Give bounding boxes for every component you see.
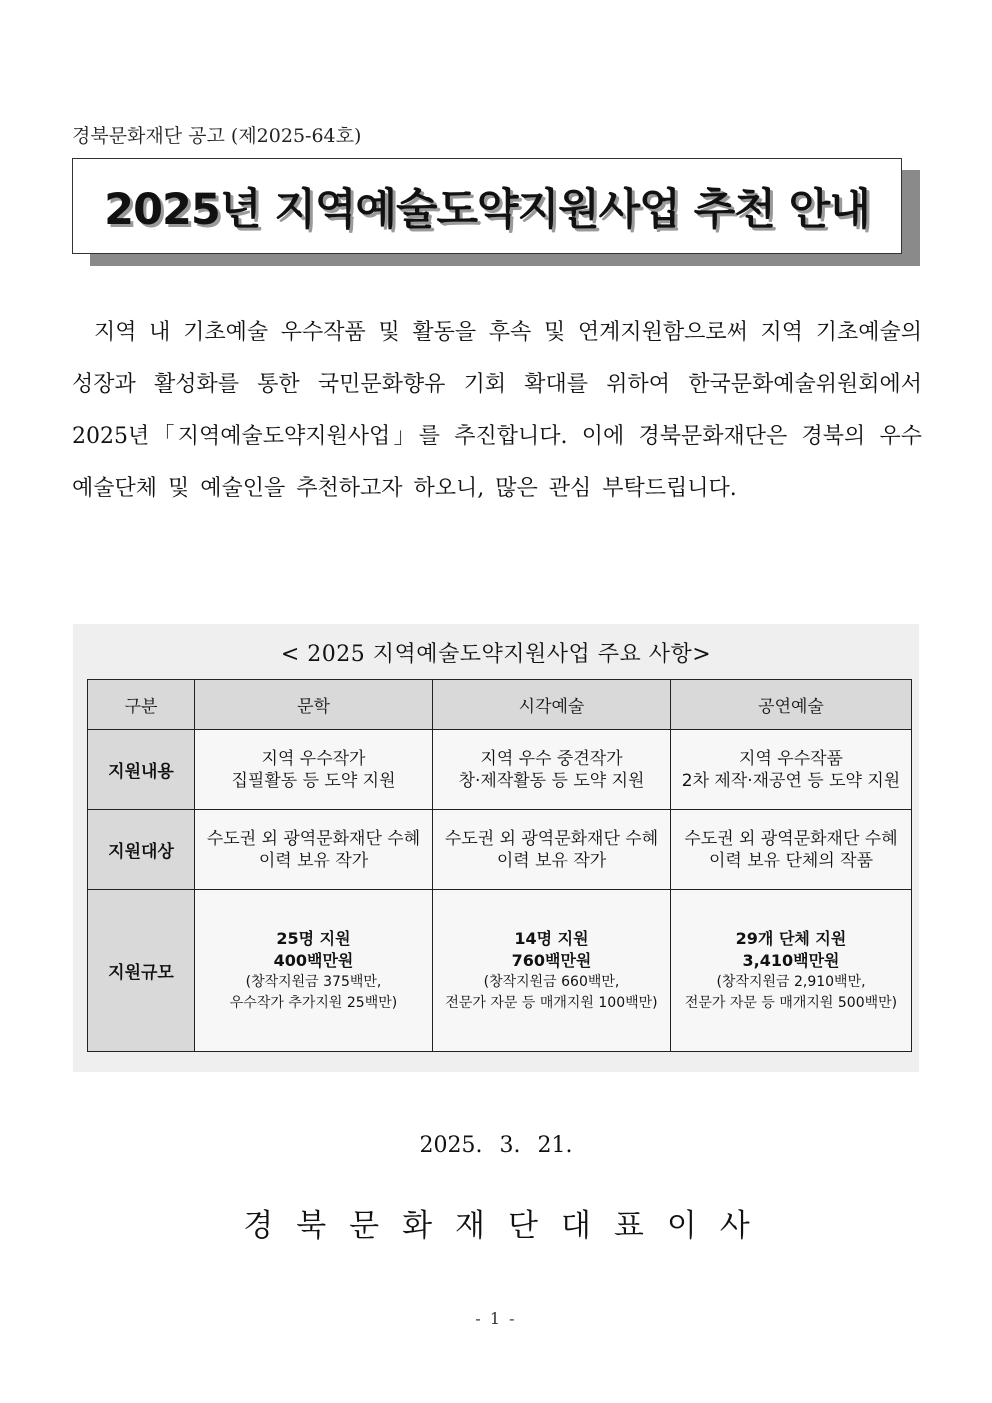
scale-count: 29개 단체 지원 <box>735 928 847 948</box>
signer-name: 경북문화재단대표이사 <box>243 1208 773 1244</box>
cell-line: 집필활동 등 도약 지원 <box>231 770 396 791</box>
cell-line: 이력 보유 단체의 작품 <box>708 850 873 871</box>
header-performing-arts: 공연예술 <box>671 680 912 730</box>
notice-number: 경북문화재단 공고 (제2025-64호) <box>72 125 362 147</box>
cell-visual-content <box>433 730 671 810</box>
cell-line: 창·제작활동 등 도약 지원 <box>458 770 645 791</box>
scale-count: 25명 지원 <box>276 928 351 948</box>
cell-visual-eligibility <box>433 810 671 890</box>
scale-note: (창작지원금 660백만, <box>483 973 620 990</box>
scale-amount: 760백만원 <box>511 950 592 970</box>
table-row-eligibility <box>88 810 912 890</box>
table-header-row <box>88 680 912 730</box>
scale-note: (창작지원금 375백만, <box>245 973 382 990</box>
cell-performing-eligibility <box>671 810 912 890</box>
cell-line: 수도권 외 광역문화재단 수혜 <box>444 828 659 849</box>
cell-line: 지역 우수작품 <box>739 748 843 769</box>
cell-literature-content <box>195 730 433 810</box>
header-visual-arts: 시각예술 <box>433 680 671 730</box>
cell-line: 지역 우수 중견작가 <box>480 748 623 769</box>
scale-note: (창작지원금 2,910백만, <box>716 973 866 990</box>
cell-literature-eligibility <box>195 810 433 890</box>
cell-line: 지역 우수작가 <box>261 748 366 769</box>
row-label-eligibility: 지원대상 <box>88 810 195 890</box>
scale-amount: 400백만원 <box>273 950 354 970</box>
summary-table <box>87 679 912 1052</box>
cell-line: 이력 보유 작가 <box>258 850 369 871</box>
cell-performing-content <box>671 730 912 810</box>
header-category: 구분 <box>88 680 195 730</box>
summary-heading: < 2025 지역예술도약지원사업 주요 사항> <box>280 642 712 667</box>
title-box <box>72 158 902 254</box>
cell-visual-scale <box>433 890 671 1052</box>
scale-amount: 3,410백만원 <box>742 950 840 970</box>
intro-paragraph <box>72 307 922 515</box>
table-row-support-content <box>88 730 912 810</box>
cell-line: 수도권 외 광역문화재단 수혜 <box>206 828 421 849</box>
page-number: - 1 - <box>475 1309 517 1328</box>
table-row-scale <box>88 890 912 1052</box>
notice-date: 2025. 3. 21. <box>419 1133 573 1158</box>
title-banner <box>72 158 902 254</box>
scale-note: 전문가 자문 등 매개지원 500백만) <box>684 994 898 1011</box>
scale-note: 전문가 자문 등 매개지원 100백만) <box>445 994 658 1011</box>
row-label-scale: 지원규모 <box>88 890 195 1052</box>
cell-line: 이력 보유 작가 <box>496 850 607 871</box>
cell-literature-scale <box>195 890 433 1052</box>
intro-text: 지역 내 기초예술 우수작품 및 활동을 후속 및 연계지원함으로써 지역 기초예술의 성장과 활성화를 통한 국민문화향유 기회 확대를 위하여 한국문화예술위원회에서 2025년「지역예술도약지원사업」를 추진합니다. 이에 경북문화재단은 경북의 우수 예술단체 및 예술인을 추천하고자 하오니, 많은 관심 부탁드립니다. <box>72 320 922 501</box>
cell-performing-scale <box>671 890 912 1052</box>
header-literature: 문학 <box>195 680 433 730</box>
cell-line: 2차 제작·재공연 등 도약 지원 <box>681 770 901 791</box>
row-label-support-content: 지원내용 <box>88 730 195 810</box>
cell-line: 수도권 외 광역문화재단 수혜 <box>684 828 898 849</box>
document-title: 2025년 지역예술도약지원사업 추천 안내 <box>104 184 870 235</box>
scale-note: 우수작가 추가지원 25백만) <box>229 994 398 1011</box>
scale-count: 14명 지원 <box>514 928 589 948</box>
summary-panel <box>73 624 919 1072</box>
